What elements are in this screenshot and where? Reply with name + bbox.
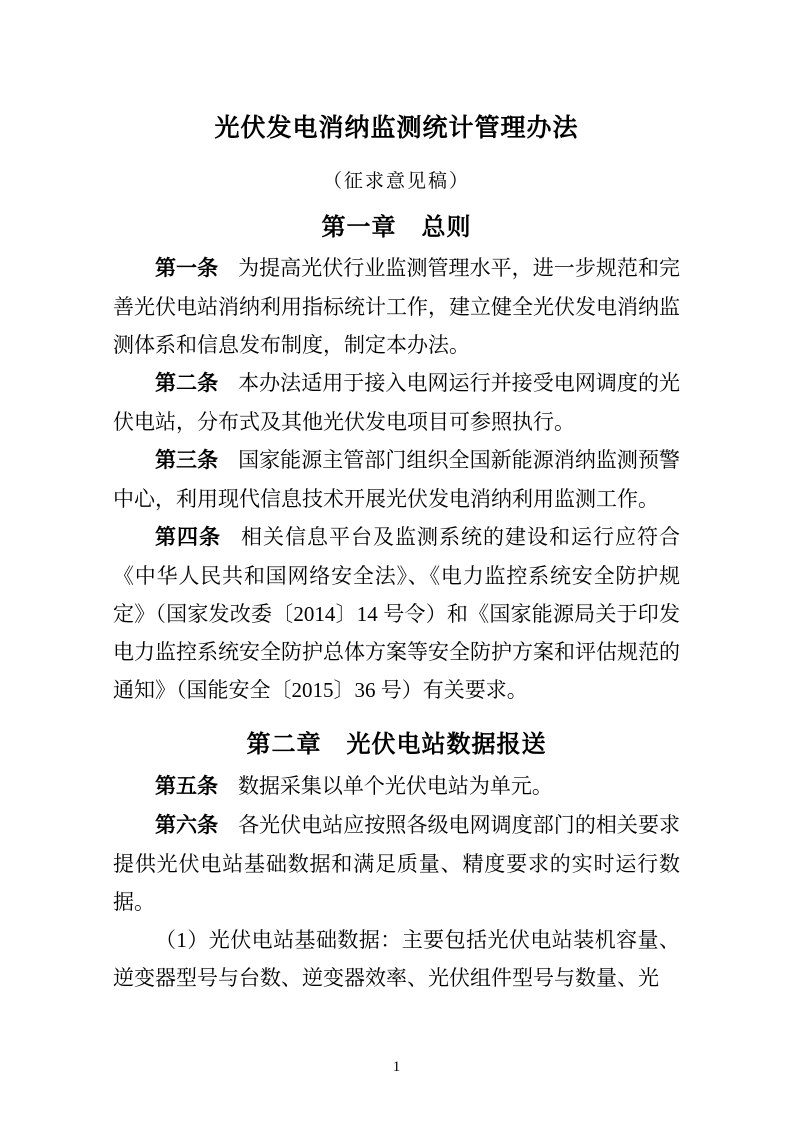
paragraph-article-6 xyxy=(113,806,680,921)
chapter-1-heading: 第一章 总则 xyxy=(321,214,472,241)
paragraph-article-4 xyxy=(113,518,680,709)
article-6-text: 各光伏电站应按照各级电网调度部门的相关要求提供光伏电站基础数据和满足质量、精度要求的实时运行数据。 xyxy=(113,813,681,914)
paragraph-article-3 xyxy=(113,441,680,518)
article-6-number: 第六条 xyxy=(155,814,219,837)
document-body xyxy=(113,249,680,997)
article-1-number: 第一条 xyxy=(155,257,219,280)
article-1-text: 为提高光伏行业监测管理水平，进一步规范和完善光伏电站消纳利用指标统计工作，建立健全光伏发电消纳监测体系和信息发布制度，制定本办法。 xyxy=(113,256,681,357)
article-3-text: 国家能源主管部门组织全国新能源消纳监测预警中心，利用现代信息技术开展光伏发电消纳利用监测工作。 xyxy=(113,448,681,511)
chapter-2-heading: 第二章 光伏电站数据报送 xyxy=(246,731,547,758)
article-3-number: 第三条 xyxy=(155,449,219,472)
paragraph-article-1 xyxy=(113,249,680,364)
article-2-text: 本办法适用于接入电网运行并接受电网调度的光伏电站，分布式及其他光伏发电项目可参照执行。 xyxy=(113,371,681,434)
paragraph-article-2 xyxy=(113,364,680,441)
item-1-text: （1）光伏电站基础数据：主要包括光伏电站装机容量、逆变器型号与台数、逆变器效率、光伏组件型号与数量、光 xyxy=(113,928,680,990)
article-4-number: 第四条 xyxy=(155,526,222,549)
article-2-number: 第二条 xyxy=(155,372,219,395)
article-5-text: 数据采集以单个光伏电站为单元。 xyxy=(237,774,553,798)
paragraph-item-1 xyxy=(113,921,680,997)
document-subtitle: （征求意见稿） xyxy=(322,171,470,192)
article-5-number: 第五条 xyxy=(155,775,218,798)
article-4-text: 相关信息平台及监测系统的建设和运行应符合《中华人民共和国网络安全法》、《电力监控系统安全防护规定》（国家发改委〔2014〕14 号令）和《国家能源局关于印发电力监控系统安全防护总体方案等安全防护方案和评估规范的通知》（国能安全〔2015〕36 号）有关要求。 xyxy=(113,525,681,702)
document-title: 光伏发电消纳监测统计管理办法 xyxy=(214,114,579,142)
paragraph-article-5 xyxy=(113,767,680,806)
page-number: 1 xyxy=(392,1059,401,1075)
